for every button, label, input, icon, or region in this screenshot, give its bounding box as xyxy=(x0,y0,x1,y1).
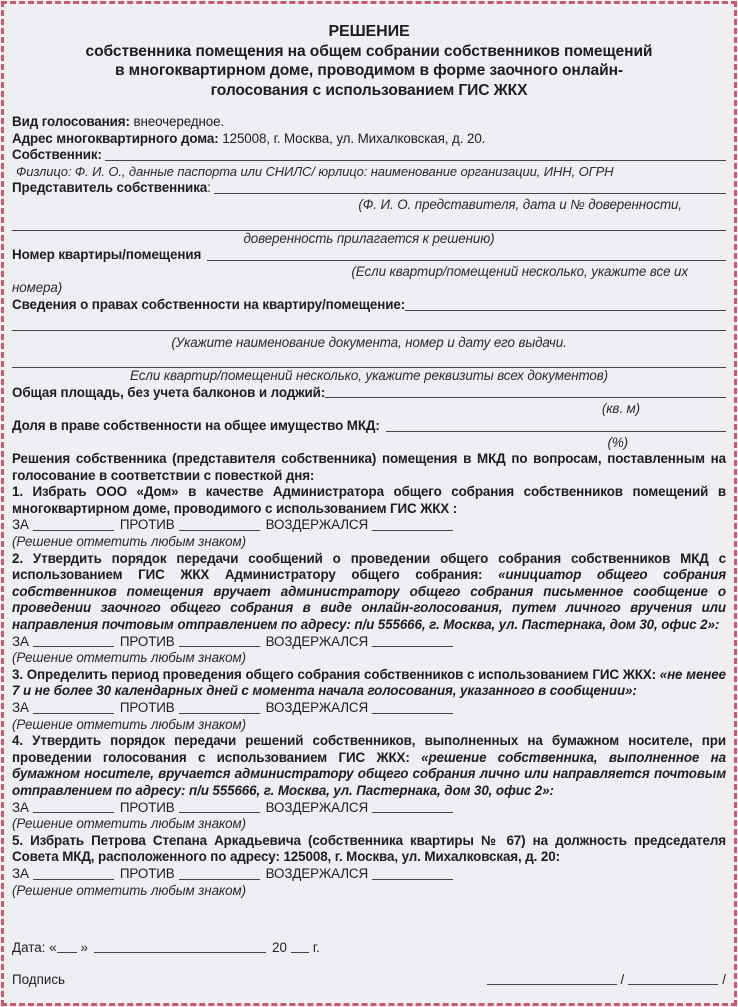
question-4-quote: «решение собственника, выполненное на бумажном носителе, вручается администратору общего собрания лично или направляется почтовым отправлением по адресу: п/и 555666, г. Москва, ул. Пастернака, дом 30, офис 2»: xyxy=(12,749,726,798)
apartment-label: Номер квартиры/помещения xyxy=(12,247,202,263)
date-day-field[interactable] xyxy=(57,940,77,953)
ownership-rights-field-2[interactable] xyxy=(12,314,726,331)
q2-vote-against-field[interactable] xyxy=(179,634,260,647)
vote-against-label: ПРОТИВ xyxy=(119,517,175,533)
question-3-vote xyxy=(12,700,726,717)
area-label: Общая площадь, без учета балконов и лоджий: xyxy=(12,384,326,400)
q1-vote-against-field[interactable] xyxy=(179,518,260,531)
apartment-field[interactable] xyxy=(207,248,726,261)
representative-row xyxy=(12,180,726,197)
question-1-vote xyxy=(12,517,726,534)
decision-form xyxy=(12,22,726,899)
ownership-rights-label: Сведения о правах собственности на квартиру/помещение: xyxy=(12,296,406,312)
date-month-field[interactable] xyxy=(94,940,266,953)
apartment-row xyxy=(12,247,726,264)
ownership-rights-row xyxy=(12,297,726,314)
question-2-text: 2. Утвердить порядок передачи сообщений о проведении общего собрания собственников МКД с использованием ГИС ЖКХ Администратору общего собрания: xyxy=(12,550,726,583)
year-prefix: 20 xyxy=(272,940,287,955)
question-3-quote: «не менее 7 и не более 30 календарных дней с момента начала голосования, указанного в сообщении»: xyxy=(12,666,726,699)
date-close-quote: » xyxy=(80,940,88,955)
vote-against-label: ПРОТИВ xyxy=(119,700,175,715)
ownership-rights-hint-1: (Укажите наименование документа, номер и дату его выдачи. xyxy=(171,334,567,350)
question-2-vote-hint: (Решение отметить любым знаком) xyxy=(12,650,246,666)
question-3-text: 3. Определить период проведения общего собрания собственников с использованием ГИС ЖКХ: xyxy=(12,666,660,682)
question-4 xyxy=(12,733,726,799)
question-2 xyxy=(12,551,726,634)
ownership-rights-field[interactable] xyxy=(405,298,726,311)
address-label: Адрес многоквартирного дома: xyxy=(12,130,219,146)
signature-field[interactable] xyxy=(487,972,617,985)
q1-vote-abstain-field[interactable] xyxy=(372,518,453,531)
share-unit: (%) xyxy=(607,434,628,450)
question-5-text: 5. Избрать Петрова Степана Аркадьевича (собственника квартиры № 67) на должность председателя Совета МКД, расположенного по адресу: 125008, г. Москва, ул. Михалковская, д. 20: xyxy=(12,832,726,865)
vote-type xyxy=(12,114,726,131)
vote-abstain-label: ВОЗДЕРЖАЛСЯ xyxy=(265,865,369,881)
owner-row xyxy=(12,147,726,164)
question-2-quote: «инициатор общего собрания собственников помещения вручает администратору общего собрания письменное сообщение о проведении заочного общего собрания в виде онлайн-голосования, путем личного вручения или направления почтовым отправлением по адресу: п/и 555666, г. Москва, ул. Пастернака, дом 30, офис 2»: xyxy=(12,567,726,633)
q3-vote-abstain-field[interactable] xyxy=(372,701,453,714)
vote-for-label: ЗА xyxy=(12,517,29,533)
signature-row xyxy=(12,972,726,987)
question-1 xyxy=(12,484,726,517)
decisions-intro: Решения собственника (представителя собственника) помещения в МКД по вопросам, поставленным на голосование в соответствии с повесткой дня: xyxy=(12,451,726,483)
question-4-vote xyxy=(12,800,726,817)
vote-type-label: Вид голосования: xyxy=(12,114,130,129)
vote-for-label: ЗА xyxy=(12,865,29,881)
form-title xyxy=(12,22,726,100)
date-year-field[interactable] xyxy=(291,940,309,953)
representative-field-2[interactable] xyxy=(12,214,726,231)
vote-type-value: внеочередное. xyxy=(129,114,225,129)
apartment-hint-2: номера) xyxy=(12,280,63,296)
vote-abstain-label: ВОЗДЕРЖАЛСЯ xyxy=(265,700,369,715)
question-4-vote-hint: (Решение отметить любым знаком) xyxy=(12,816,246,832)
signature-label: Подпись xyxy=(12,972,65,987)
representative-label: Представитель собственника xyxy=(12,180,208,196)
vote-against-label: ПРОТИВ xyxy=(119,799,175,815)
q5-vote-against-field[interactable] xyxy=(179,867,260,880)
year-suffix: г. xyxy=(312,940,320,955)
q4-vote-for-field[interactable] xyxy=(33,800,114,813)
vote-for-label: ЗА xyxy=(12,633,29,649)
q5-vote-for-field[interactable] xyxy=(33,867,114,880)
area-field[interactable] xyxy=(325,385,726,398)
q2-vote-for-field[interactable] xyxy=(33,634,114,647)
share-field[interactable] xyxy=(386,419,726,432)
area-unit: (кв. м) xyxy=(601,401,640,417)
title-line-2: в многоквартирном доме, проводимом в форме заочного онлайн- xyxy=(114,62,624,79)
building-address xyxy=(12,131,726,148)
signature-slash-2: / xyxy=(722,972,726,987)
question-1-text: 1. Избрать ООО «Дом» в качестве Администратора общего собрания собственников помещений в многоквартирном доме, проводимого с использованием ГИС ЖКХ : xyxy=(12,484,726,516)
ownership-rights-field-3[interactable] xyxy=(12,351,726,368)
vote-abstain-label: ВОЗДЕРЖАЛСЯ xyxy=(265,633,369,649)
q5-vote-abstain-field[interactable] xyxy=(372,867,453,880)
q3-vote-against-field[interactable] xyxy=(179,701,260,714)
apartment-hint-1: (Если квартир/помещений несколько, укажите все их xyxy=(351,263,688,279)
q4-vote-abstain-field[interactable] xyxy=(372,800,453,813)
question-3 xyxy=(12,667,726,700)
question-5-vote-hint: (Решение отметить любым знаком) xyxy=(12,882,246,898)
question-3-vote-hint: (Решение отметить любым знаком) xyxy=(12,716,246,732)
vote-abstain-label: ВОЗДЕРЖАЛСЯ xyxy=(265,517,369,533)
owner-field[interactable] xyxy=(105,148,726,161)
representative-hint-2: доверенность прилагается к решению) xyxy=(243,230,495,246)
vote-against-label: ПРОТИВ xyxy=(119,633,175,649)
title-heading: РЕШЕНИЕ xyxy=(328,23,410,40)
question-5 xyxy=(12,833,726,866)
signature-slash-1: / xyxy=(620,972,625,987)
owner-label: Собственник: xyxy=(12,147,102,163)
title-line-3: голосования с использованием ГИС ЖКХ xyxy=(210,81,528,99)
representative-field[interactable] xyxy=(214,181,726,194)
q4-vote-against-field[interactable] xyxy=(179,800,260,813)
date-row xyxy=(12,940,320,955)
question-5-vote xyxy=(12,866,726,883)
vote-against-label: ПРОТИВ xyxy=(119,865,175,881)
date-label: Дата: « xyxy=(12,940,57,955)
vote-abstain-label: ВОЗДЕРЖАЛСЯ xyxy=(265,799,369,815)
question-4-text: 4. Утвердить порядок передачи решений собственников, выполненных на бумажном носителе, при проведении голосования с использованием ГИС ЖКХ: xyxy=(12,733,726,765)
question-2-vote xyxy=(12,634,726,651)
representative-hint-1: (Ф. И. О. представителя, дата и № доверенности, xyxy=(358,196,682,212)
question-1-vote-hint: (Решение отметить любым знаком) xyxy=(12,534,246,550)
vote-for-label: ЗА xyxy=(12,700,29,715)
address-value: 125008, г. Москва, ул. Михалковская, д. 20. xyxy=(218,130,486,146)
q1-vote-for-field[interactable] xyxy=(33,518,114,531)
share-label: Доля в праве собственности на общее имущество МКД: xyxy=(12,417,380,433)
vote-for-label: ЗА xyxy=(12,799,29,815)
q3-vote-for-field[interactable] xyxy=(33,701,114,714)
share-row xyxy=(12,418,726,435)
title-line-1: собственника помещения на общем собрании собственников помещений xyxy=(85,42,653,60)
area-row xyxy=(12,385,726,402)
representative-colon: : xyxy=(207,180,211,196)
q2-vote-abstain-field[interactable] xyxy=(372,634,453,647)
ownership-rights-hint-2: Если квартир/помещений несколько, укажите реквизиты всех документов) xyxy=(129,368,609,384)
signature-name-field[interactable] xyxy=(628,972,718,985)
owner-hint: Физлицо: Ф. И. О., данные паспорта или СНИЛС/ юрлицо: наименование организации, ИНН, ОГРН xyxy=(16,163,614,179)
